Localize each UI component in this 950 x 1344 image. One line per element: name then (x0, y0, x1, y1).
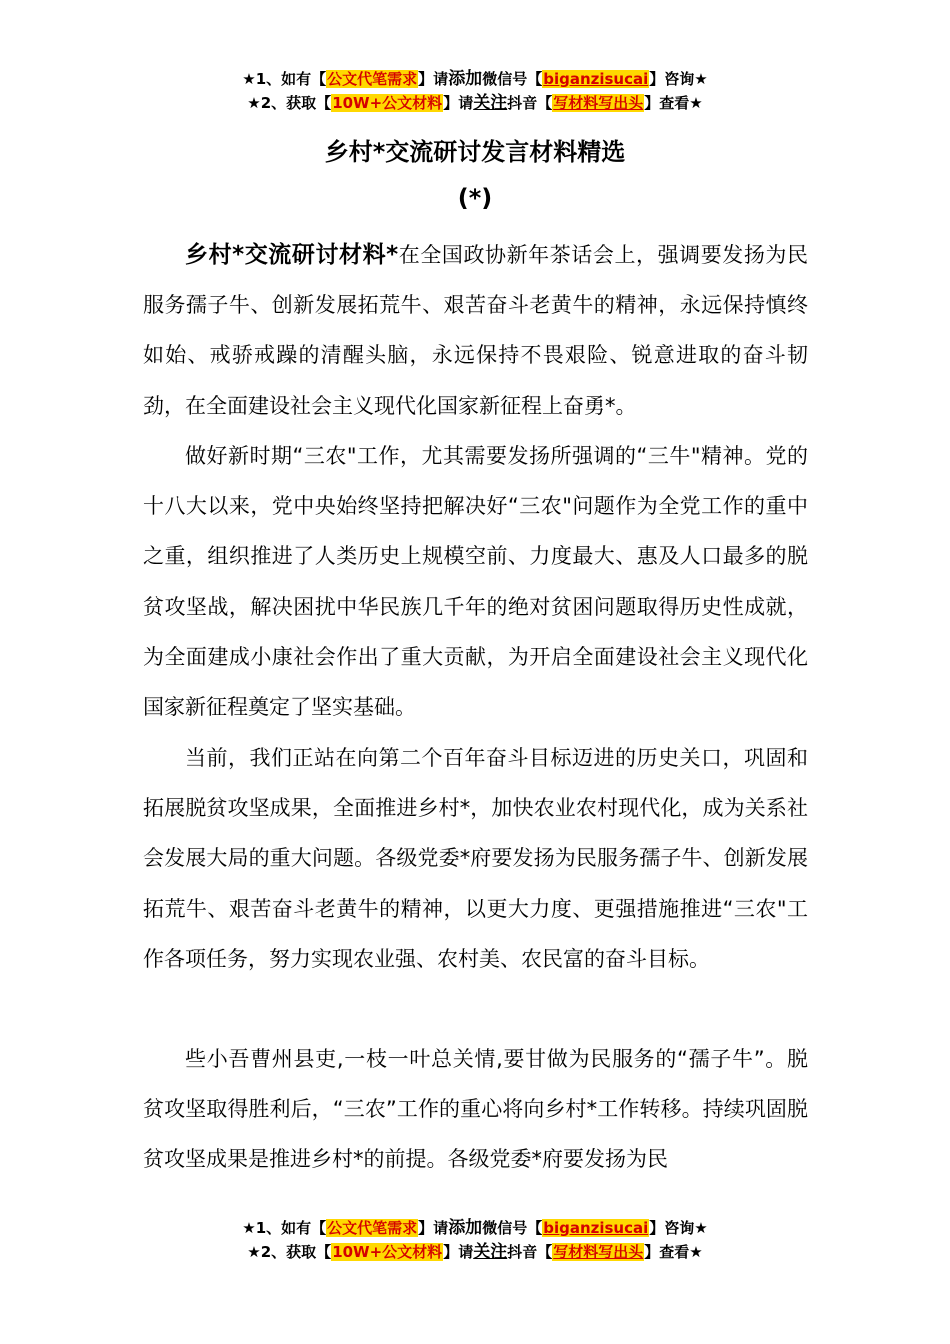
document-body-3 (143, 733, 808, 984)
banner-line-2 (0, 91, 950, 115)
banner-text: ★2、获取【 (247, 94, 332, 112)
materials-highlight: 10W+公文材料 (332, 1243, 443, 1261)
banner-text: 微信号【 (482, 1219, 543, 1237)
wechat-id-link[interactable]: biganzisucai (543, 1219, 649, 1237)
banner-text: 抖音【 (507, 1243, 553, 1261)
banner-text: 关注 (473, 93, 508, 113)
banner-text: 关注 (473, 1242, 508, 1262)
banner-text: ★2、获取【 (247, 1243, 332, 1261)
document-title: 乡村*交流研讨发言材料精选 (324, 138, 626, 166)
top-banner (0, 67, 950, 115)
banner-text: ★1、如有【 (242, 1219, 327, 1237)
banner-text: 抖音【 (507, 94, 553, 112)
banner-line-1 (0, 67, 950, 91)
douyin-account-link[interactable]: 写材料写出头 (553, 1243, 644, 1261)
ghostwriting-highlight: 公文代笔需求 (327, 1219, 418, 1237)
banner-line-2 (0, 1240, 950, 1264)
banner-line-1 (0, 1216, 950, 1240)
banner-text: 】请 (443, 1243, 474, 1261)
paragraph-text: 在全国政协新年茶话会上，强调要发扬为民服务孺子牛、创新发展拓荒牛、艰苦奋斗老黄牛的精神，永远保持慎终如始、戒骄戒躁的清醒头脑，永远保持不畏艰险、锐意进取的奋斗韧劲，在全面建设社会主义现代化国家新征程上奋勇*。 (143, 243, 809, 418)
materials-highlight: 10W+公文材料 (332, 94, 443, 112)
document-body-2 (143, 431, 808, 732)
document-body (143, 230, 808, 431)
paragraph-lead: 乡村*交流研讨材料* (185, 242, 399, 268)
banner-text: 】请 (418, 1219, 449, 1237)
paragraph: 些小吾曹州县吏,一枝一叶总关情,要甘做为民服务的“孺子牛”。脱贫攻坚取得胜利后，“三农”工作的重心将向乡村*工作转移。持续巩固脱贫攻坚成果是推进乡村*的前提。各级党委*府要发扬为民 (143, 1047, 808, 1172)
banner-text: 】请 (418, 70, 449, 88)
banner-text: 】查看★ (644, 1243, 703, 1261)
bottom-banner (0, 1216, 950, 1264)
banner-text: 】咨询★ (649, 70, 708, 88)
wechat-id-link[interactable]: biganzisucai (543, 70, 649, 88)
paragraph (143, 230, 808, 431)
banner-text: ★1、如有【 (242, 70, 327, 88)
banner-text: 添加 (448, 1218, 483, 1238)
ghostwriting-highlight: 公文代笔需求 (327, 70, 418, 88)
document-body-4 (143, 1034, 808, 1185)
paragraph: 做好新时期“三农"工作，尤其需要发扬所强调的“三牛"精神。党的十八大以来，党中央始终坚持把解决好“三农"问题作为全党工作的重中之重，组织推进了人类历史上规模空前、力度最大、惠及人口最多的脱贫攻坚战，解决困扰中华民族几千年的绝对贫困问题取得历史性成就，为全面建成小康社会作出了重大贡献，为开启全面建设社会主义现代化国家新征程奠定了坚实基础。 (143, 444, 808, 720)
banner-text: 】请 (443, 94, 474, 112)
banner-text: 】咨询★ (649, 1219, 708, 1237)
douyin-account-link[interactable]: 写材料写出头 (553, 94, 644, 112)
banner-text: 添加 (448, 69, 483, 89)
banner-text: 】查看★ (644, 94, 703, 112)
document-subtitle: (*) (457, 184, 493, 212)
paragraph: 当前，我们正站在向第二个百年奋斗目标迈进的历史关口，巩固和拓展脱贫攻坚成果，全面推进乡村*，加快农业农村现代化，成为关系社会发展大局的重大问题。各级党委*府要发扬为民服务孺子牛、创新发展拓荒牛、艰苦奋斗老黄牛的精神，以更大力度、更强措施推进“三农"工作各项任务，努力实现农业强、农村美、农民富的奋斗目标。 (143, 746, 808, 971)
banner-text: 微信号【 (482, 70, 543, 88)
